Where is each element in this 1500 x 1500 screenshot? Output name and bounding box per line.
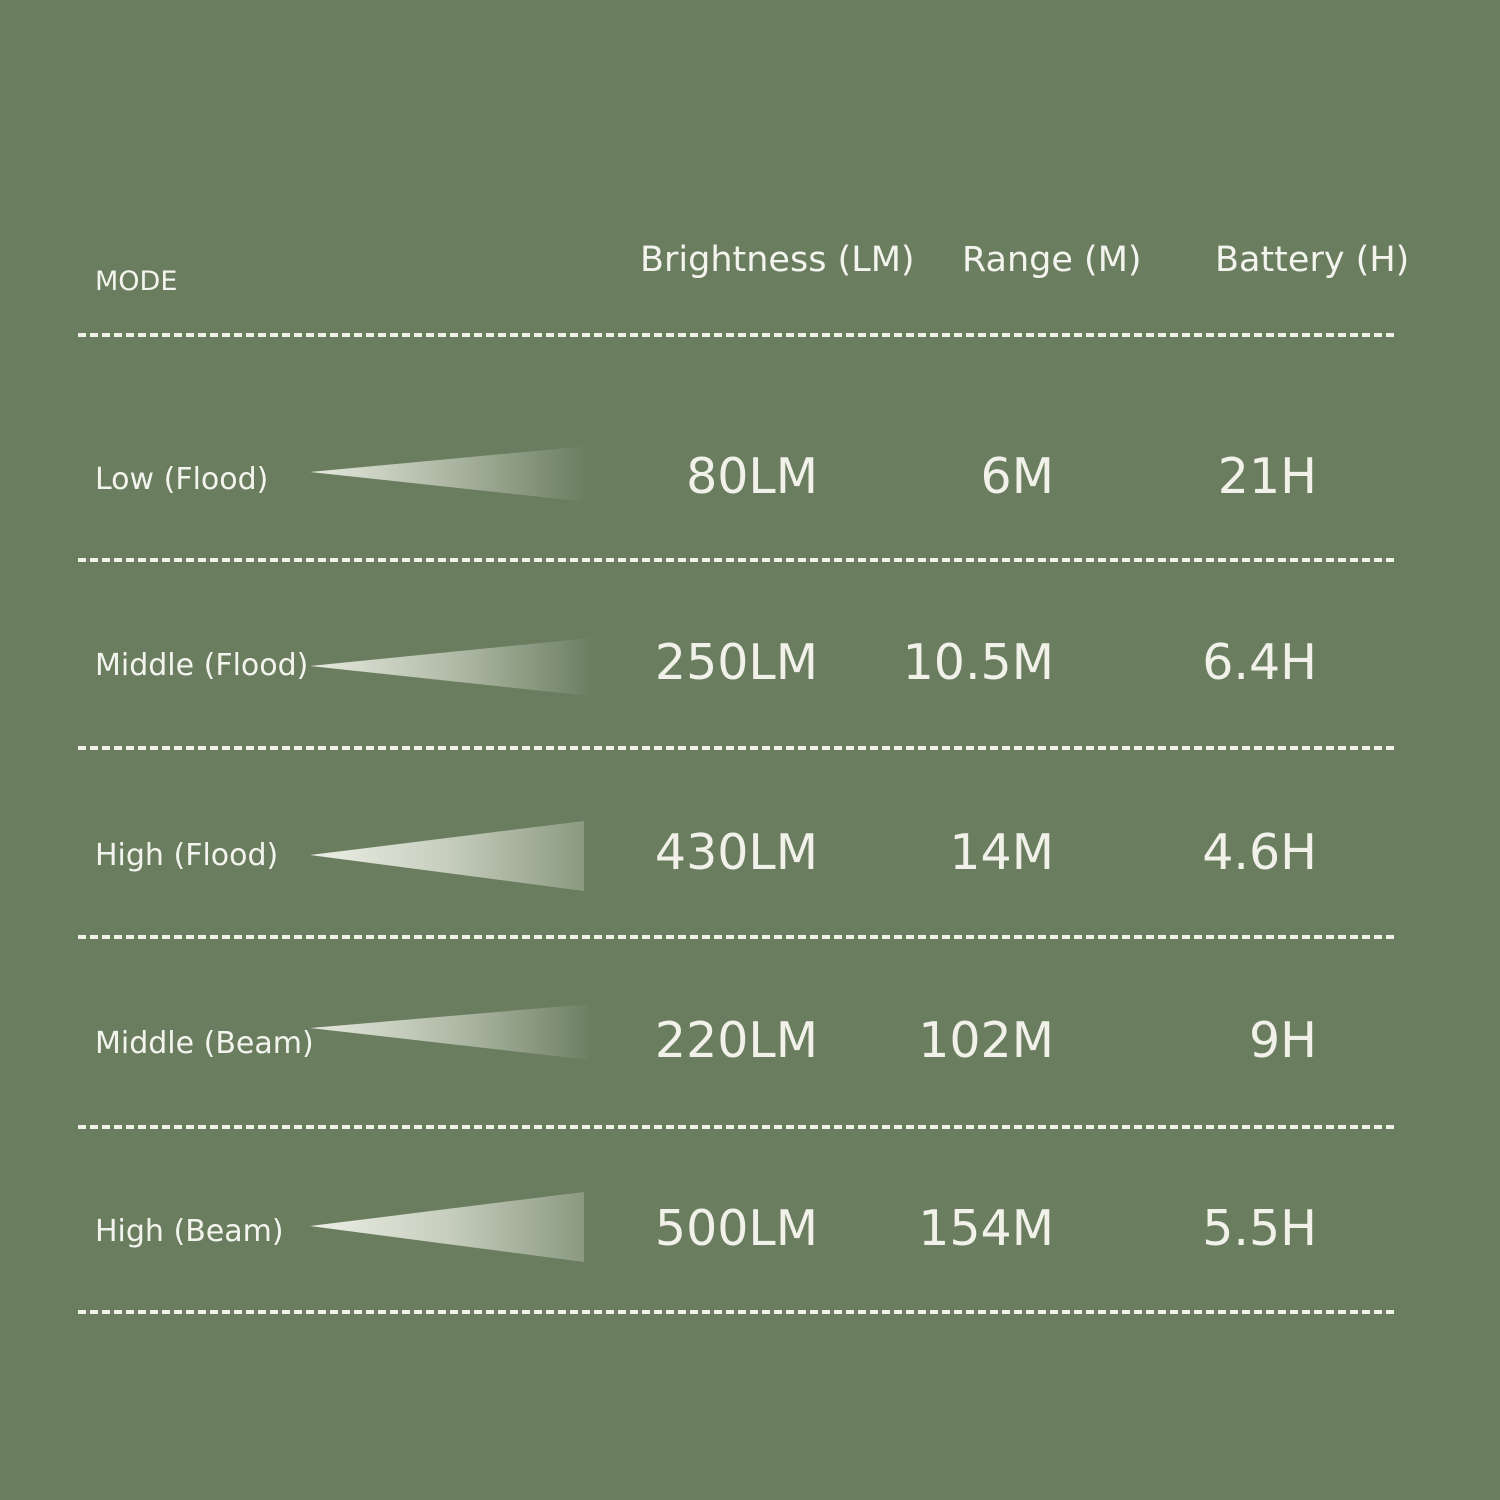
range-value: 154M bbox=[918, 1200, 1054, 1257]
range-value: 10.5M bbox=[902, 634, 1054, 691]
mode-label: Low (Flood) bbox=[95, 462, 269, 497]
mode-label: Middle (Beam) bbox=[95, 1026, 314, 1061]
battery-value: 4.6H bbox=[1202, 824, 1317, 881]
range-value: 14M bbox=[949, 824, 1054, 881]
beam-shape bbox=[310, 821, 584, 891]
mode-row-middle-beam bbox=[0, 1004, 1500, 1084]
light-beam-icon bbox=[308, 440, 598, 510]
battery-value: 5.5H bbox=[1202, 1200, 1317, 1257]
brightness-value: 500LM bbox=[654, 1200, 818, 1257]
range-value: 102M bbox=[918, 1012, 1054, 1069]
divider bbox=[78, 935, 1394, 939]
light-beam-icon bbox=[308, 816, 598, 896]
divider bbox=[78, 333, 1394, 337]
brightness-value: 250LM bbox=[654, 634, 818, 691]
mode-label: Middle (Flood) bbox=[95, 648, 309, 683]
brightness-value: 430LM bbox=[654, 824, 818, 881]
brightness-value: 220LM bbox=[654, 1012, 818, 1069]
mode-row-middle-flood bbox=[0, 626, 1500, 706]
light-beam-icon bbox=[308, 1004, 598, 1084]
battery-value: 6.4H bbox=[1202, 634, 1317, 691]
light-beam-icon bbox=[308, 626, 598, 706]
divider bbox=[78, 746, 1394, 750]
divider bbox=[78, 558, 1394, 562]
beam-shape bbox=[310, 1192, 584, 1262]
brightness-value: 80LM bbox=[686, 448, 818, 505]
header-range: Range (M) bbox=[962, 240, 1142, 280]
mode-label: High (Flood) bbox=[95, 838, 279, 873]
mode-row-high-flood bbox=[0, 816, 1500, 896]
header-mode: MODE bbox=[95, 266, 178, 297]
beam-shape bbox=[310, 1004, 590, 1060]
battery-value: 9H bbox=[1248, 1012, 1317, 1069]
divider bbox=[78, 1125, 1394, 1129]
divider bbox=[78, 1310, 1394, 1314]
battery-value: 21H bbox=[1217, 448, 1317, 505]
range-value: 6M bbox=[980, 448, 1054, 505]
header-brightness: Brightness (LM) bbox=[640, 240, 915, 280]
beam-shape bbox=[310, 638, 590, 696]
light-beam-icon bbox=[308, 1192, 598, 1272]
mode-row-low-flood bbox=[0, 440, 1500, 520]
beam-shape bbox=[310, 446, 588, 502]
header-battery: Battery (H) bbox=[1215, 240, 1410, 280]
mode-label: High (Beam) bbox=[95, 1214, 284, 1249]
mode-row-high-beam bbox=[0, 1192, 1500, 1272]
